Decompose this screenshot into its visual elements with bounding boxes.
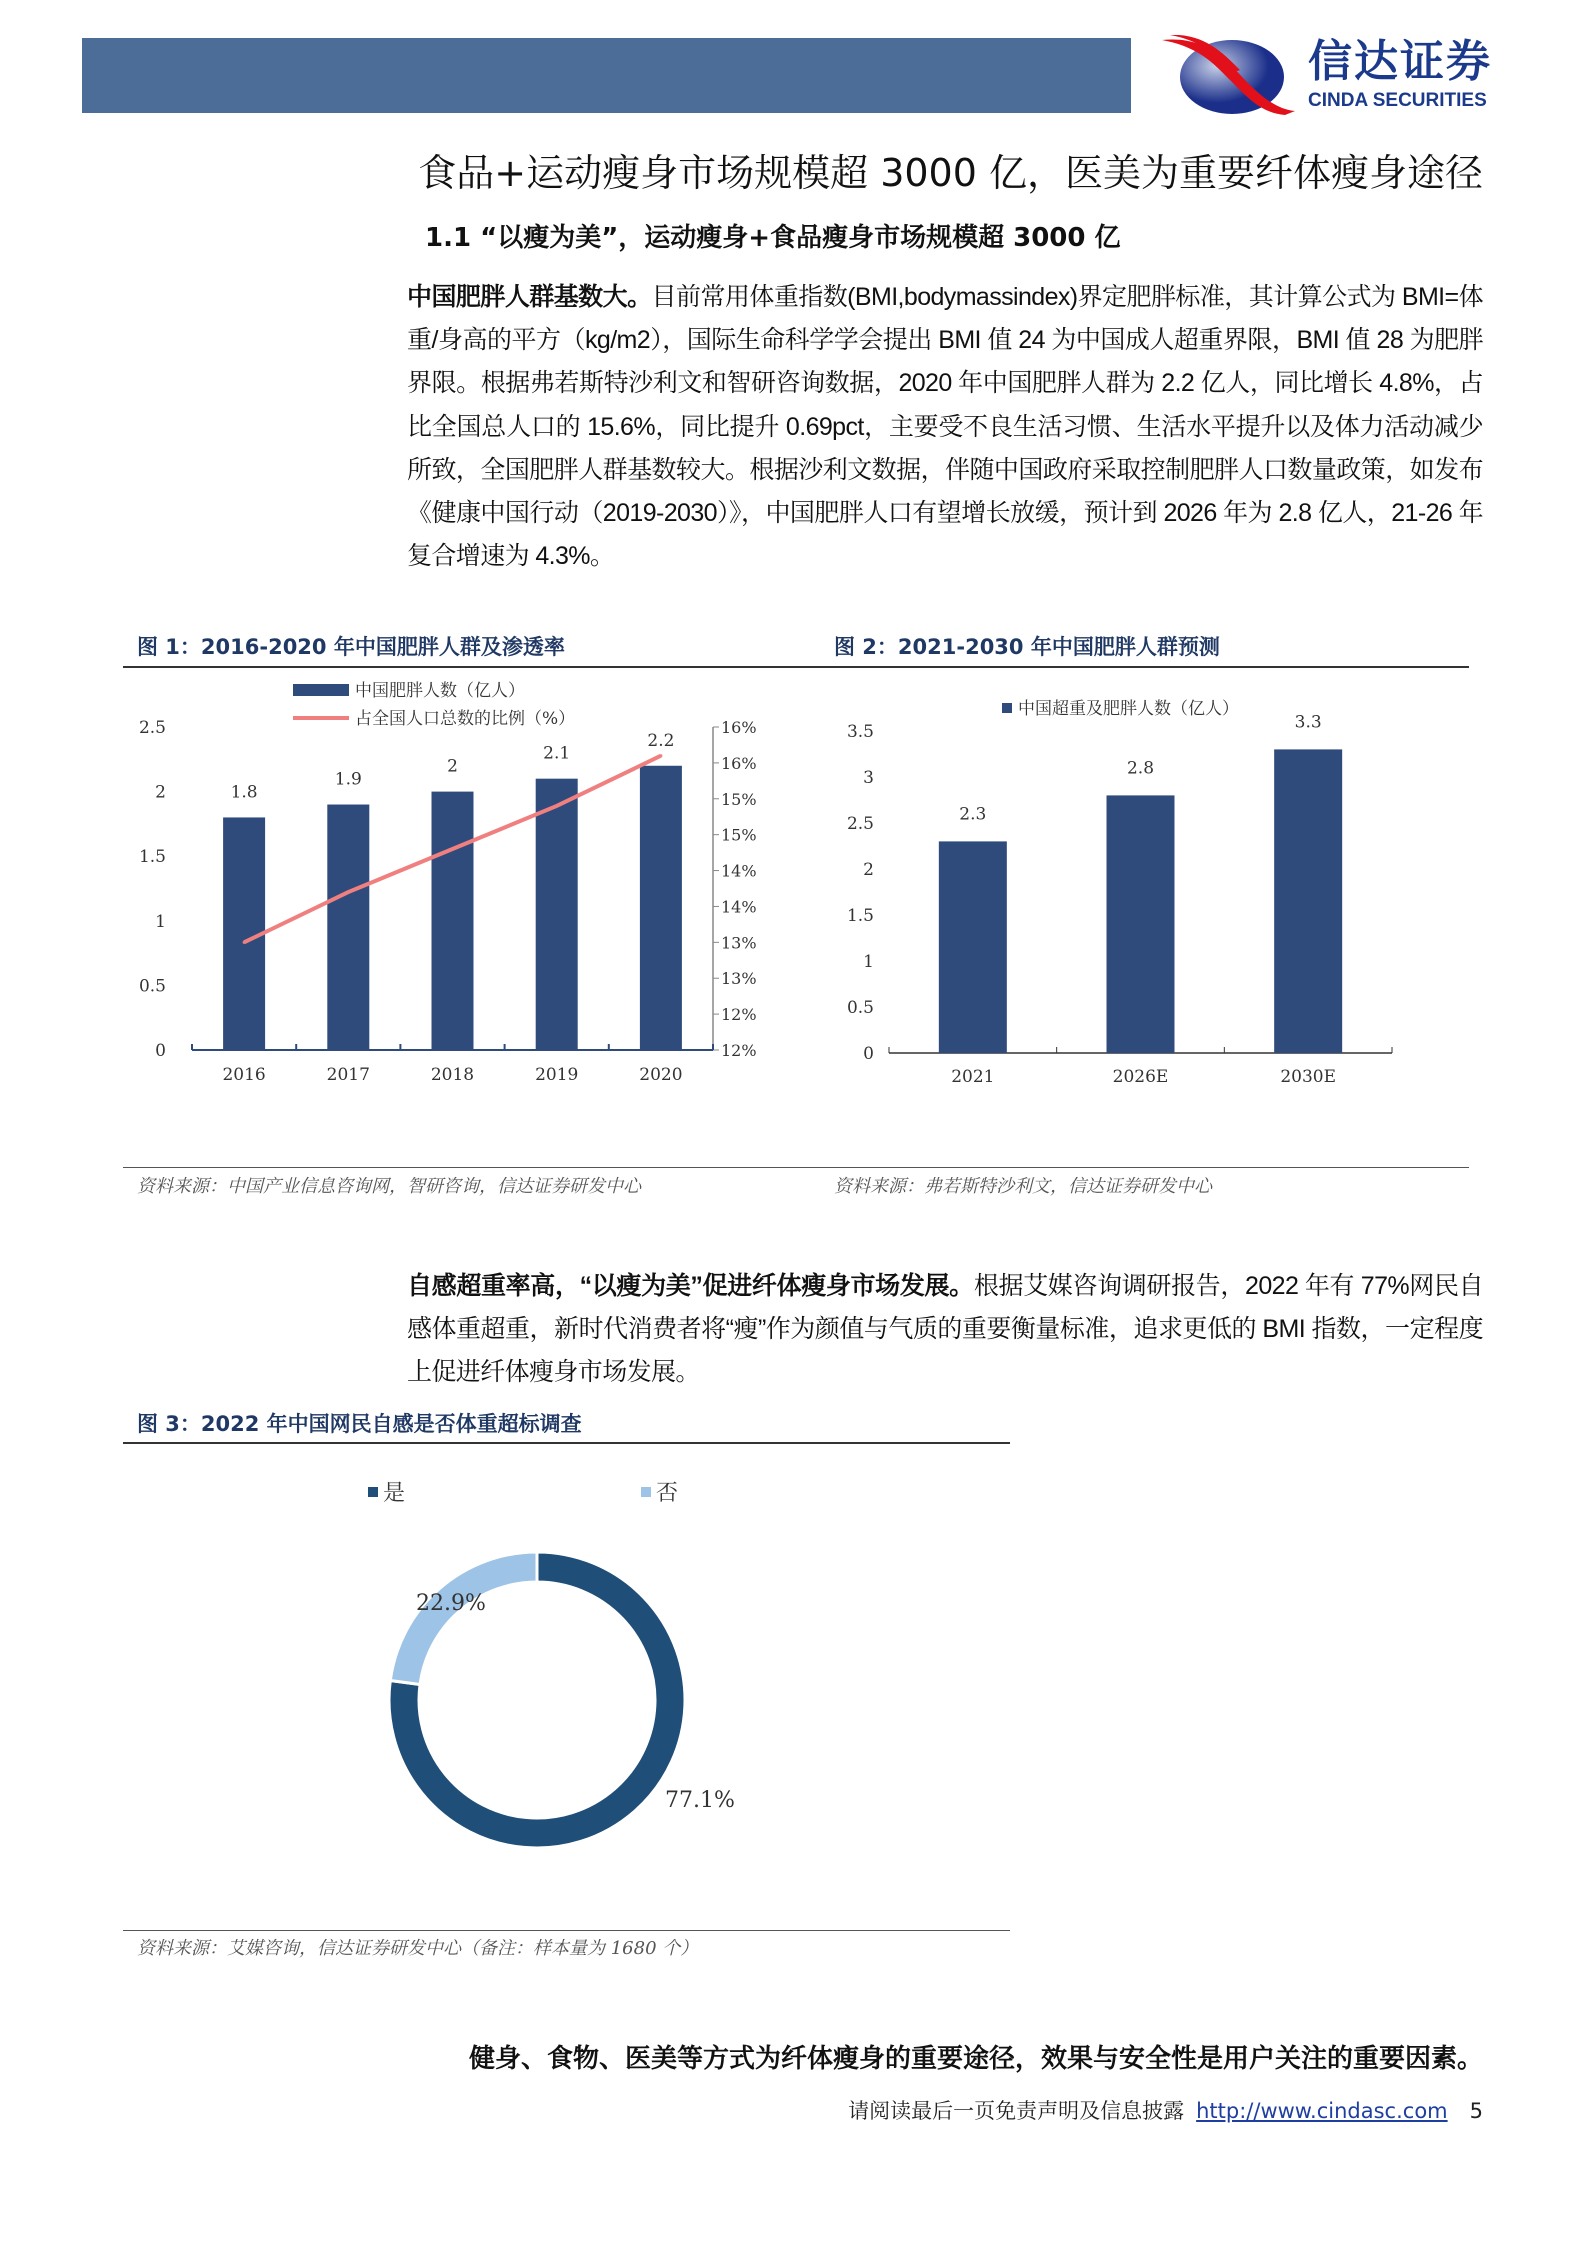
- y2-tick-label: 15%: [721, 789, 757, 809]
- logo-english-text: CINDA SECURITIES: [1308, 90, 1487, 111]
- y-tick-label: 2: [155, 782, 166, 803]
- bar-value-label: 2.8: [1126, 758, 1155, 779]
- paragraph-body: 根据艾媒咨询调研报告，2022 年有 77%网民自感体重超重，新时代消费者将“瘦”作为颜值与气质的重要衡量标准，追求更低的 BMI 指数，一定程度上促进纤体瘦身市场发展。: [407, 1272, 1484, 1387]
- x-tick-label: 2020: [639, 1065, 683, 1085]
- bar-2021: [939, 841, 1007, 1053]
- x-tick-label: 2016: [222, 1065, 266, 1085]
- figure-rule: [123, 1442, 1010, 1444]
- logo-chinese-text: 信达证券: [1308, 36, 1492, 87]
- website-link[interactable]: http://www.cindasc.com: [1196, 2099, 1448, 2123]
- legend-swatch: [1002, 703, 1012, 713]
- x-tick-label: 2018: [430, 1065, 475, 1085]
- x-tick-label: 2019: [535, 1065, 579, 1085]
- y2-tick-label: 13%: [721, 969, 757, 989]
- bar-2020: [640, 766, 682, 1050]
- y-tick-label: 3: [863, 768, 874, 788]
- y-tick-label: 2.5: [138, 718, 166, 738]
- legend-line-label: 占全国人口总数的比例（%）: [355, 709, 576, 729]
- paragraph-lead: 自感超重率高，“以瘦为美”促进纤体瘦身市场发展。: [407, 1272, 974, 1300]
- line-point-2020: [659, 754, 662, 757]
- y-tick-label: 0.5: [846, 998, 874, 1018]
- y2-tick-label: 12%: [721, 1005, 757, 1025]
- paragraph-overweight: [407, 1265, 1483, 1395]
- paragraph-body: 目前常用体重指数(BMI,bodymassindex)界定肥胖标准，其计算公式为 BMI=体重/身高的平方（kg/m2），国际生命科学学会提出 BMI 值 24 为中国成人超重界限，BMI 值 28 为肥胖界限。根据弗若斯特沙利文和智研咨询数据，2020 年中国肥胖人群为 2.2 亿人，同比增长 4.8%，占比全国总人口的 15.6%，同比提升 0.69pct，主要受不良生活习惯、生活水平提升以及体力活动减少所致，全国肥胖人群基数较大。根据沙利文数据，伴随中国政府采取控制肥胖人口数量政策，如发布《健康中国行动（2019-2030）》，中国肥胖人口有望增长放缓，预计到 2026 年为 2.8 亿人，21-26 年复合增速为 4.3%。: [407, 283, 1483, 571]
- legend-label-no: 否: [656, 1481, 679, 1506]
- y-tick-label: 3.5: [846, 722, 874, 742]
- figure-rule: [123, 1167, 1469, 1168]
- paragraph-obesity: [407, 276, 1483, 578]
- bar-2018: [432, 792, 474, 1050]
- logo-emblem-icon: [1160, 35, 1300, 115]
- footer: [848, 2098, 1483, 2124]
- legend-swatch-no: [641, 1487, 651, 1497]
- figure2-source: 资料来源：弗若斯特沙利文，信达证券研发中心: [834, 1176, 1212, 1197]
- header-bar: [82, 38, 1131, 113]
- disclaimer-text: 请阅读最后一页免责声明及信息披露: [848, 2099, 1185, 2123]
- line-point-2016: [243, 941, 246, 944]
- legend-label: 中国超重及肥胖人数（亿人）: [1018, 699, 1239, 719]
- y-tick-label: 1: [863, 952, 874, 972]
- figure3-source: 资料来源：艾媒咨询，信达证券研发中心（备注：样本量为 1680 个）: [137, 1938, 699, 1959]
- bar-value-label: 2: [447, 756, 458, 777]
- y-tick-label: 1.5: [138, 847, 166, 868]
- bar-value-label: 2.3: [959, 804, 987, 825]
- legend-bar-label: 中国肥胖人数（亿人）: [355, 681, 525, 701]
- x-tick-label: 2017: [326, 1065, 370, 1085]
- x-tick-label: 2030E: [1280, 1067, 1337, 1087]
- y2-tick-label: 15%: [721, 825, 757, 845]
- bar-2017: [327, 805, 369, 1050]
- figure1-chart: [130, 672, 770, 1092]
- page-number: 5: [1469, 2099, 1483, 2123]
- y2-tick-label: 14%: [721, 861, 757, 881]
- donut-slice-no: [390, 1552, 537, 1684]
- slice-label-yes: 77.1%: [665, 1788, 735, 1813]
- legend-label-yes: 是: [383, 1481, 406, 1506]
- bar-2019: [536, 779, 578, 1050]
- cinda-logo: [1160, 35, 1580, 115]
- subsection-title: 1.1 “以瘦为美”，运动瘦身+食品瘦身市场规模超 3000 亿: [425, 223, 1121, 253]
- legend-swatch-yes: [368, 1487, 378, 1497]
- y2-tick-label: 13%: [721, 933, 757, 953]
- bar-2030E: [1274, 749, 1342, 1053]
- figure-rule: [123, 1930, 1010, 1931]
- x-tick-label: 2021: [951, 1067, 995, 1087]
- bar-value-label: 2.1: [543, 743, 571, 764]
- y2-tick-label: 12%: [721, 1041, 757, 1060]
- section-title: 食品+运动瘦身市场规模超 3000 亿，医美为重要纤体瘦身途径: [418, 151, 1483, 195]
- bar-value-label: 2.2: [647, 730, 675, 751]
- closing-statement: 健身、食物、医美等方式为纤体瘦身的重要途径，效果与安全性是用户关注的重要因素。: [468, 2044, 1483, 2074]
- x-tick-label: 2026E: [1112, 1067, 1169, 1087]
- bar-value-label: 1.8: [230, 782, 258, 803]
- line-point-2018: [451, 848, 454, 851]
- y-tick-label: 0: [863, 1044, 874, 1064]
- y-tick-label: 2: [863, 860, 874, 880]
- y-tick-label: 1.5: [846, 906, 874, 926]
- figure3-title: 图 3：2022 年中国网民自感是否体重超标调查: [137, 1412, 582, 1436]
- y2-tick-label: 16%: [721, 718, 757, 737]
- line-point-2019: [555, 804, 558, 807]
- y-tick-label: 1: [155, 911, 166, 932]
- figure-rule: [123, 666, 1469, 668]
- line-point-2017: [347, 891, 350, 894]
- y-tick-label: 0: [155, 1041, 166, 1061]
- slice-label-no: 22.9%: [416, 1591, 486, 1616]
- y-tick-label: 2.5: [846, 814, 874, 834]
- bar-value-label: 1.9: [334, 769, 362, 790]
- legend-bar-swatch: [293, 684, 349, 696]
- figure3-chart: [123, 1450, 1010, 1920]
- y2-tick-label: 14%: [721, 897, 757, 917]
- paragraph-lead: 中国肥胖人群基数大。: [407, 283, 652, 311]
- figure1-title: 图 1：2016-2020 年中国肥胖人群及渗透率: [137, 635, 565, 659]
- bar-value-label: 3.3: [1294, 712, 1322, 733]
- bar-2026E: [1107, 795, 1175, 1053]
- figure2-title: 图 2：2021-2030 年中国肥胖人群预测: [834, 635, 1220, 659]
- figure2-chart: [834, 672, 1434, 1092]
- figure1-source: 资料来源：中国产业信息咨询网，智研咨询，信达证券研发中心: [137, 1176, 641, 1197]
- y-tick-label: 0.5: [138, 976, 166, 997]
- y2-tick-label: 16%: [721, 753, 757, 773]
